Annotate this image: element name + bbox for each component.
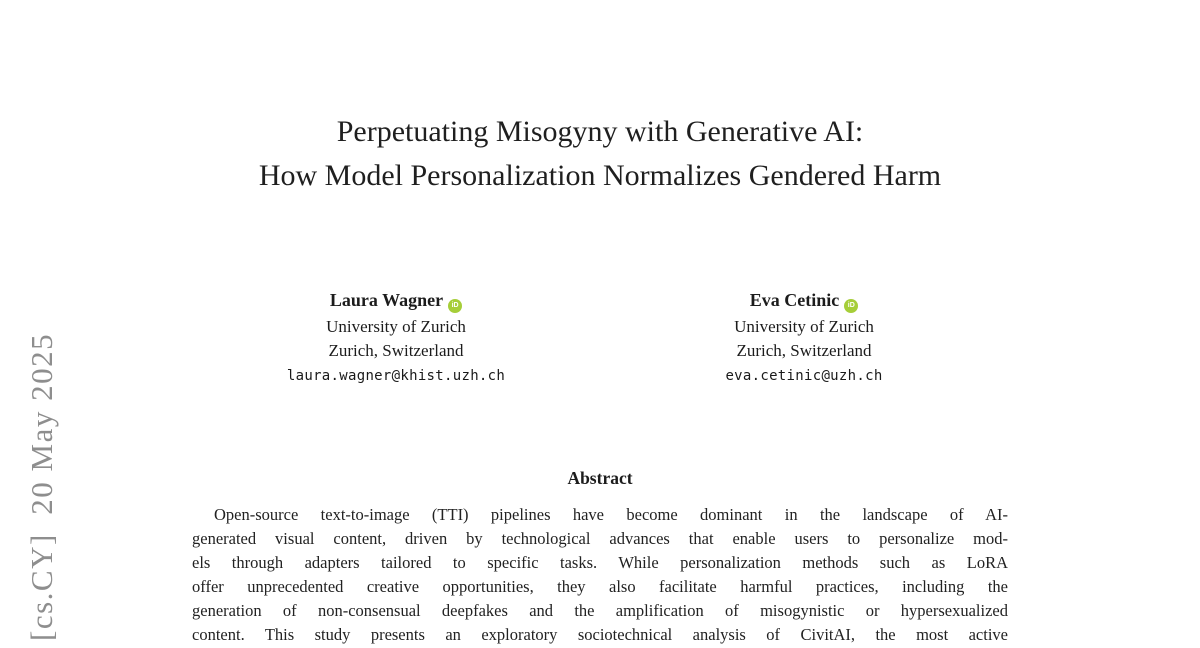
abstract-line: content. This study presents an exploratory sociotechnical analysis of CivitAI, the most active: [192, 625, 1008, 644]
author-laura-wagner: [192, 288, 600, 388]
abstract-heading: Abstract: [567, 468, 633, 488]
paper-title-line2: How Model Personalization Normalizes Gendered Harm: [258, 159, 942, 192]
author-email: eva.cetinic@uzh.ch: [725, 368, 883, 384]
author-location: Zurich, Switzerland: [736, 341, 872, 360]
paper-title-line1: Perpetuating Misogyny with Generative AI:: [336, 115, 864, 148]
abstract-line: offer unprecedented creative opportunities, they also facilitate harmful practices, including the: [192, 577, 1008, 596]
orcid-icon[interactable]: iD: [844, 299, 858, 313]
arxiv-watermark: [cs.CY] 20 May 2025: [24, 332, 59, 641]
author-location: Zurich, Switzerland: [328, 341, 464, 360]
abstract-line: els through adapters tailored to specific tasks. While personalization methods such as LoRA: [192, 553, 1008, 572]
abstract-line: generated visual content, driven by technological advances that enable users to personalize mod-: [192, 529, 1008, 548]
abstract-line: generation of non-consensual deepfakes and the amplification of misogynistic or hypersexualized: [192, 601, 1008, 620]
orcid-icon[interactable]: iD: [448, 299, 462, 313]
author-eva-cetinic: [600, 288, 1008, 388]
author-block: [192, 288, 1008, 388]
author-affiliation: University of Zurich: [326, 317, 466, 336]
author-name-text: Eva Cetinic: [749, 290, 840, 310]
author-name: [600, 288, 1008, 313]
author-name-text: Laura Wagner: [329, 290, 444, 310]
paper-title: [0, 110, 1200, 198]
abstract-line: Open-source text-to-image (TTI) pipelines have become dominant in the landscape of AI-: [214, 505, 1008, 524]
author-name: [192, 288, 600, 313]
abstract-body: [192, 503, 1008, 647]
author-affiliation: University of Zurich: [734, 317, 874, 336]
author-email: laura.wagner@khist.uzh.ch: [286, 368, 506, 384]
